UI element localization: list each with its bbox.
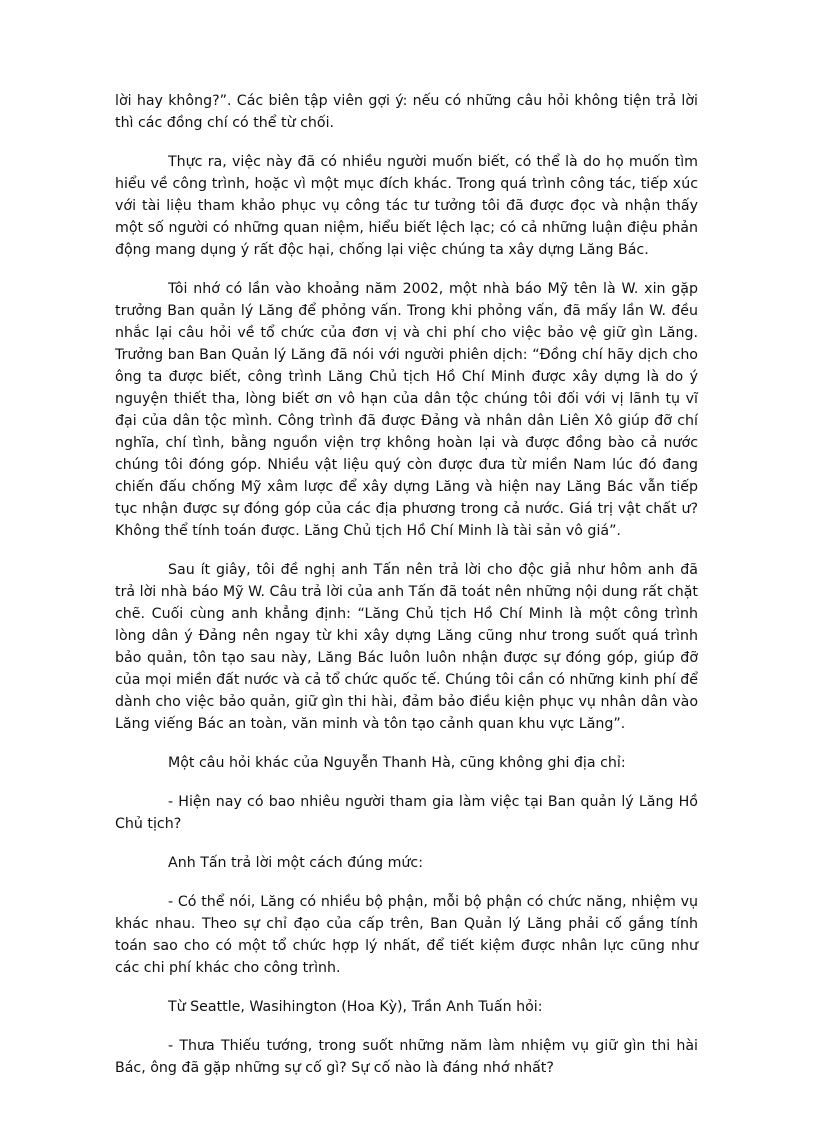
paragraph-4: Sau ít giây, tôi đề nghị anh Tấn nên trả lời cho độc giả như hôm anh đã trả lời nhà báo Mỹ W. Câu trả lời của anh Tấn đã toát nên những nội dung rất chặt chẽ. Cuối cùng anh khẳng định: “Lăng Chủ tịch Hồ Chí Minh là một công trình lòng dân ý Đảng nên ngay từ khi xây dựng Lăng cũng như trong suốt quá trình bảo quản, tôn tạo sau này, Lăng Bác luôn luôn nhận được sự đóng góp, giúp đỡ của mọi miền đất nước và cả tổ chức quốc tế. Chúng tôi cần có những kinh phí để dành cho việc bảo quản, giữ gìn thi hài, đảm bảo điều kiện phục vụ nhân dân vào Lăng viếng Bác an toàn, văn minh và tôn tạo cảnh quan khu vực Lăng”. <box>115 562 698 732</box>
paragraph-1: lời hay không?”. Các biên tập viên gợi ý: nếu có những câu hỏi không tiện trả lời thì các đồng chí có thể từ chối. <box>115 93 698 131</box>
paragraph-5: Một câu hỏi khác của Nguyễn Thanh Hà, cũng không ghi địa chỉ: <box>168 755 626 771</box>
paragraph-3: Tôi nhớ có lần vào khoảng năm 2002, một nhà báo Mỹ tên là W. xin gặp trưởng Ban quản lý Lăng để phỏng vấn. Trong khi phỏng vấn, đã mấy lần W. đều nhắc lại câu hỏi về tổ chức của đơn vị và chi phí cho việc bảo vệ giữ gìn Lăng. Trưởng ban Ban Quản lý Lăng đã nói với người phiên dịch: “Đồng chí hãy dịch cho ông ta được biết, công trình Lăng Chủ tịch Hồ Chí Minh được xây dựng là do ý nguyện thiết tha, lòng biết ơn vô hạn của dân tộc chúng tôi đối với vị lãnh tụ vĩ đại của dân tộc mình. Công trình đã được Đảng và nhân dân Liên Xô giúp đỡ chí nghĩa, chí tình, bằng nguồn viện trợ không hoàn lại và được đồng bào cả nước chúng tôi đóng góp. Nhiều vật liệu quý còn được đưa từ miền Nam lúc đó đang chiến đấu chống Mỹ xâm lược để xây dựng Lăng và hiện nay Lăng Bác vẫn tiếp tục nhận được sự đóng góp của các địa phương trong cả nước. Giá trị vật chất ư? Không thể tính toán được. Lăng Chủ tịch Hồ Chí Minh là tài sản vô giá”. <box>115 281 698 539</box>
document-page <box>115 90 698 1096</box>
paragraph-8: - Có thể nói, Lăng có nhiều bộ phận, mỗi bộ phận có chức năng, nhiệm vụ khác nhau. Theo sự chỉ đạo của cấp trên, Ban Quản lý Lăng phải cố gắng tính toán sao cho có một tổ chức hợp lý nhất, để tiết kiệm được nhân lực cũng như các chi phí khác cho công trình. <box>115 894 698 976</box>
paragraph-9: Từ Seattle, Wasihington (Hoa Kỳ), Trần Anh Tuấn hỏi: <box>168 999 543 1015</box>
paragraph-2: Thực ra, việc này đã có nhiều người muốn biết, có thể là do họ muốn tìm hiểu về công trình, hoặc vì một mục đích khác. Trong quá trình công tác, tiếp xúc với tài liệu tham khảo phục vụ công tác tư tưởng tôi đã được đọc và nhận thấy một số người có những quan niệm, hiểu biết lệch lạc; có cả những luận điệu phản động mang dụng ý rất độc hại, chống lại việc chúng ta xây dựng Lăng Bác. <box>115 154 698 258</box>
paragraph-10: - Thưa Thiếu tướng, trong suốt những năm làm nhiệm vụ giữ gìn thi hài Bác, ông đã gặp những sự cố gì? Sự cố nào là đáng nhớ nhất? <box>115 1038 698 1076</box>
paragraph-6: - Hiện nay có bao nhiêu người tham gia làm việc tại Ban quản lý Lăng Hồ Chủ tịch? <box>115 794 698 832</box>
paragraph-7: Anh Tấn trả lời một cách đúng mức: <box>168 855 424 871</box>
